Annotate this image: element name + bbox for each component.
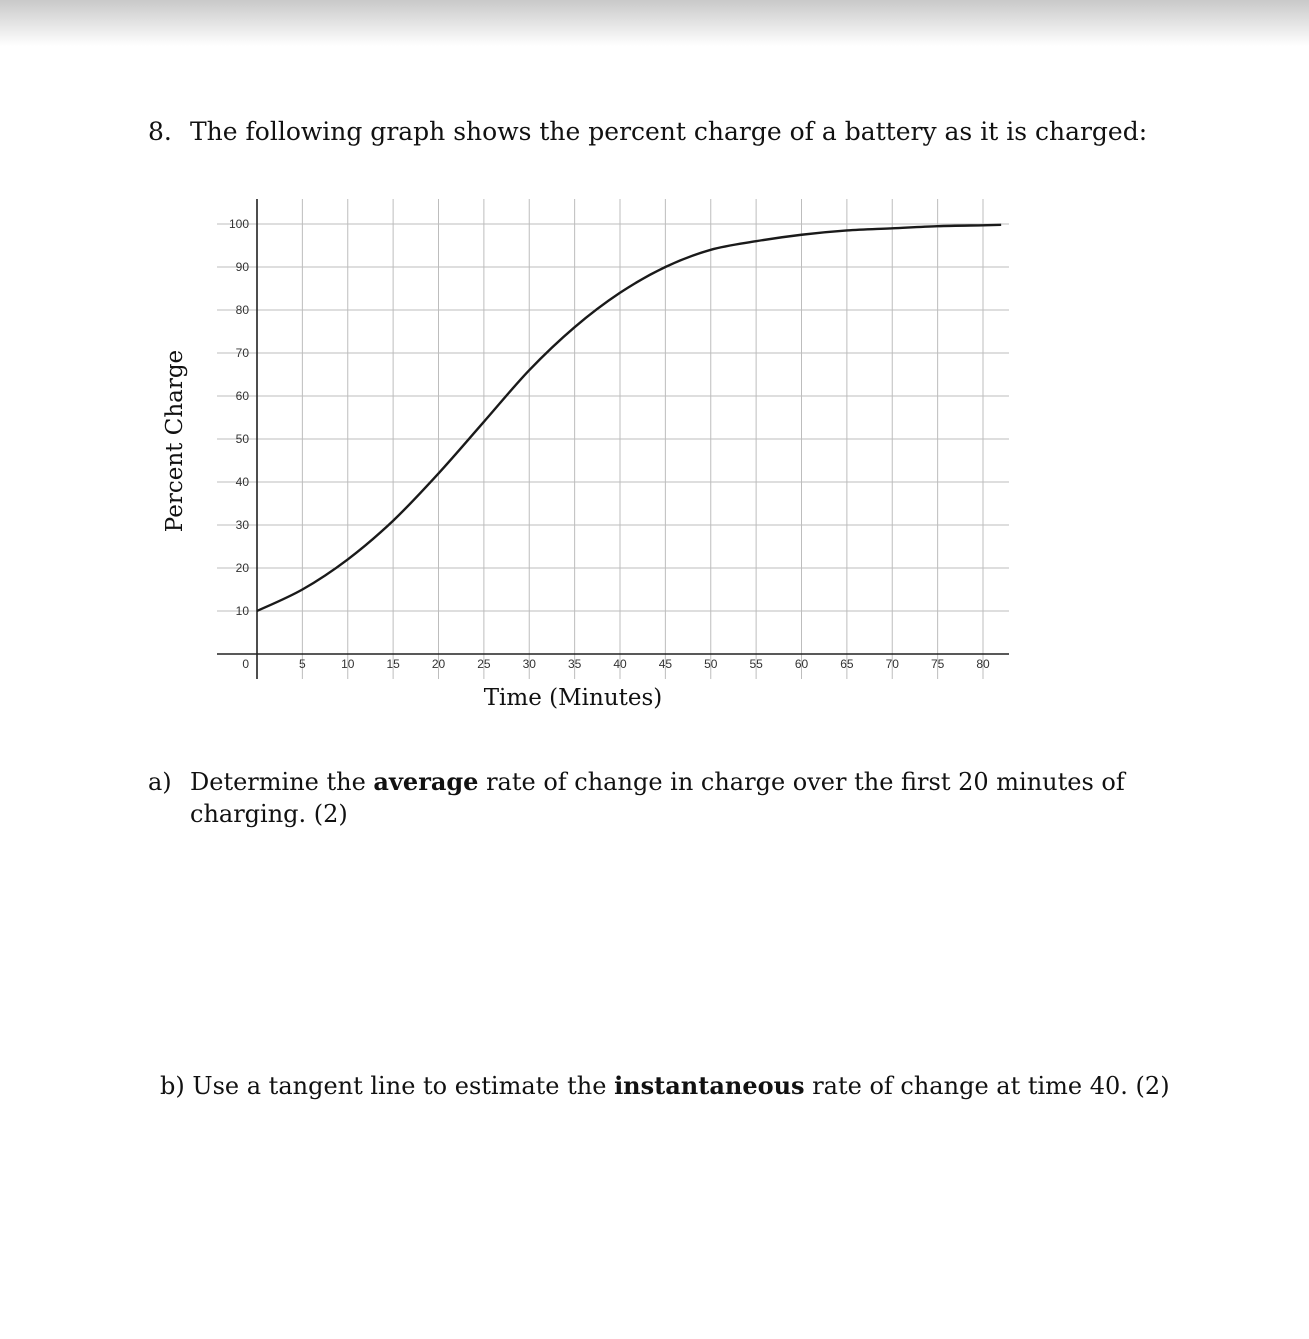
y-tick-label-100: 100 bbox=[228, 217, 249, 231]
part-a-bold: average bbox=[373, 767, 479, 796]
x-tick-label-70: 70 bbox=[885, 657, 899, 671]
x-tick-label-25: 25 bbox=[477, 657, 491, 671]
x-tick-label-5: 5 bbox=[299, 657, 306, 671]
origin-tick-label: 0 bbox=[242, 657, 249, 671]
part-b-text-before: Use a tangent line to estimate the bbox=[184, 1072, 615, 1100]
y-tick-label-20: 20 bbox=[235, 561, 249, 575]
part-a-label: a) bbox=[148, 768, 172, 796]
y-tick-label-30: 30 bbox=[235, 518, 249, 532]
x-tick-label-35: 35 bbox=[567, 657, 582, 671]
x-tick-label-30: 30 bbox=[522, 657, 536, 671]
x-tick-label-75: 75 bbox=[930, 657, 945, 671]
y-tick-label-70: 70 bbox=[235, 346, 249, 360]
x-tick-label-45: 45 bbox=[658, 657, 673, 671]
x-tick-label-80: 80 bbox=[976, 657, 990, 671]
x-tick-label-40: 40 bbox=[613, 657, 627, 671]
y-tick-label-10: 10 bbox=[235, 604, 249, 618]
x-tick-label-55: 55 bbox=[749, 657, 763, 671]
x-tick-label-15: 15 bbox=[386, 657, 400, 671]
x-axis-label: Time (Minutes) bbox=[483, 685, 663, 711]
question-text: The following graph shows the percent charge of a battery as it is charged: bbox=[190, 117, 1148, 146]
tick-labels bbox=[229, 217, 990, 671]
x-tick-label-10: 10 bbox=[341, 657, 355, 671]
grid-lines bbox=[217, 199, 1009, 679]
data-series bbox=[257, 225, 1001, 611]
question-number: 8. bbox=[148, 117, 172, 146]
series-line-0 bbox=[257, 225, 1001, 611]
y-tick-label-50: 50 bbox=[235, 432, 249, 446]
y-tick-label-40: 40 bbox=[235, 475, 249, 489]
x-tick-label-60: 60 bbox=[794, 657, 809, 671]
y-tick-label-60: 60 bbox=[235, 389, 249, 403]
x-tick-label-50: 50 bbox=[704, 657, 718, 671]
part-a-text-before: Determine the bbox=[190, 768, 374, 796]
part-a-text bbox=[190, 766, 1150, 830]
part-b-text bbox=[160, 1070, 1170, 1102]
x-tick-label-20: 20 bbox=[431, 657, 446, 671]
y-axis-label: Percent Charge bbox=[162, 349, 188, 533]
part-b-text-after: rate of change at time 40. (2) bbox=[804, 1072, 1170, 1100]
part-b-bold: instantaneous bbox=[614, 1071, 805, 1100]
x-tick-label-65: 65 bbox=[840, 657, 854, 671]
part-a-text-after: rate of change in charge over the first 20 minutes of charging. (2) bbox=[190, 768, 1125, 828]
part-b-label: b) bbox=[160, 1072, 185, 1100]
y-tick-label-90: 90 bbox=[235, 260, 249, 274]
y-tick-label-80: 80 bbox=[235, 303, 249, 317]
